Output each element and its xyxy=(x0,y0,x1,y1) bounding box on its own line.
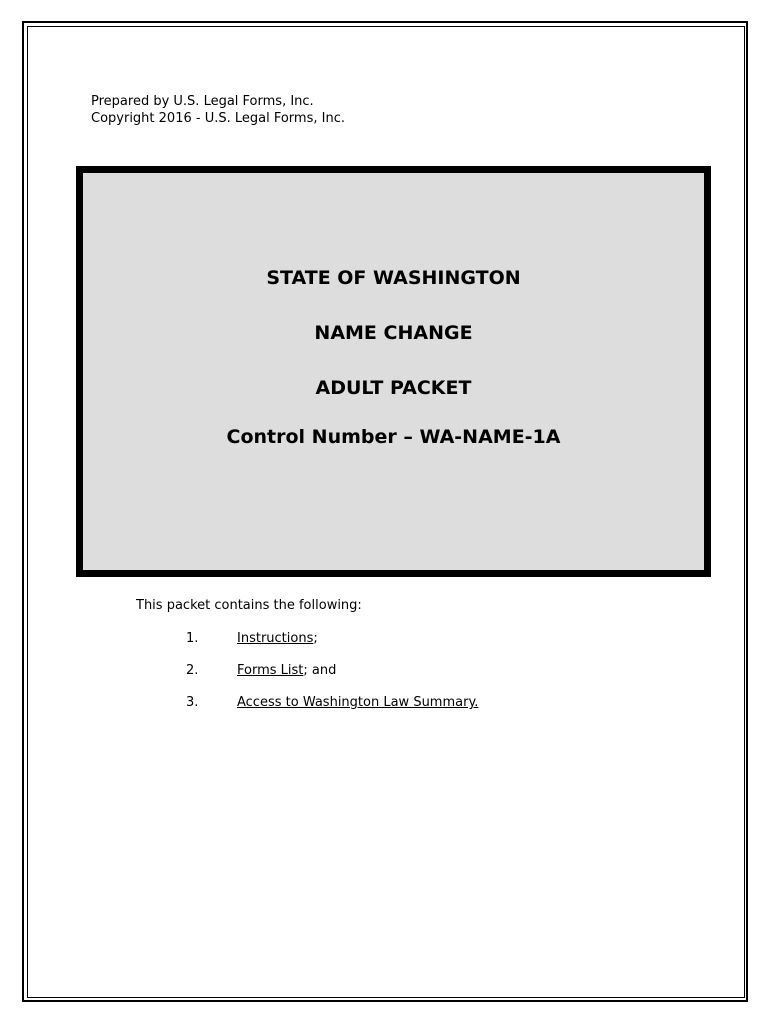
copyright-text: Copyright 2016 - U.S. Legal Forms, Inc. xyxy=(91,111,345,126)
list-item-number: 3. xyxy=(186,695,199,710)
state-title: STATE OF WASHINGTON xyxy=(266,267,521,289)
forms-list-link[interactable]: Forms List xyxy=(237,663,304,678)
prepared-by-block xyxy=(91,93,345,127)
list-item xyxy=(186,695,478,710)
title-box xyxy=(76,166,711,577)
list-item xyxy=(186,663,336,678)
list-item-number: 1. xyxy=(186,631,199,646)
control-number: Control Number – WA-NAME-1A xyxy=(226,426,561,448)
list-item-suffix: ; xyxy=(313,631,318,646)
list-item xyxy=(186,631,318,646)
instructions-link[interactable]: Instructions xyxy=(237,631,314,646)
law-summary-link[interactable]: Access to Washington Law Summary. xyxy=(237,695,479,710)
prepared-by-text: Prepared by U.S. Legal Forms, Inc. xyxy=(91,94,314,109)
packet-title: ADULT PACKET xyxy=(315,377,472,399)
subject-title: NAME CHANGE xyxy=(314,322,473,344)
contents-intro: This packet contains the following: xyxy=(136,598,362,613)
list-item-suffix: ; and xyxy=(303,663,337,678)
list-item-number: 2. xyxy=(186,663,199,678)
